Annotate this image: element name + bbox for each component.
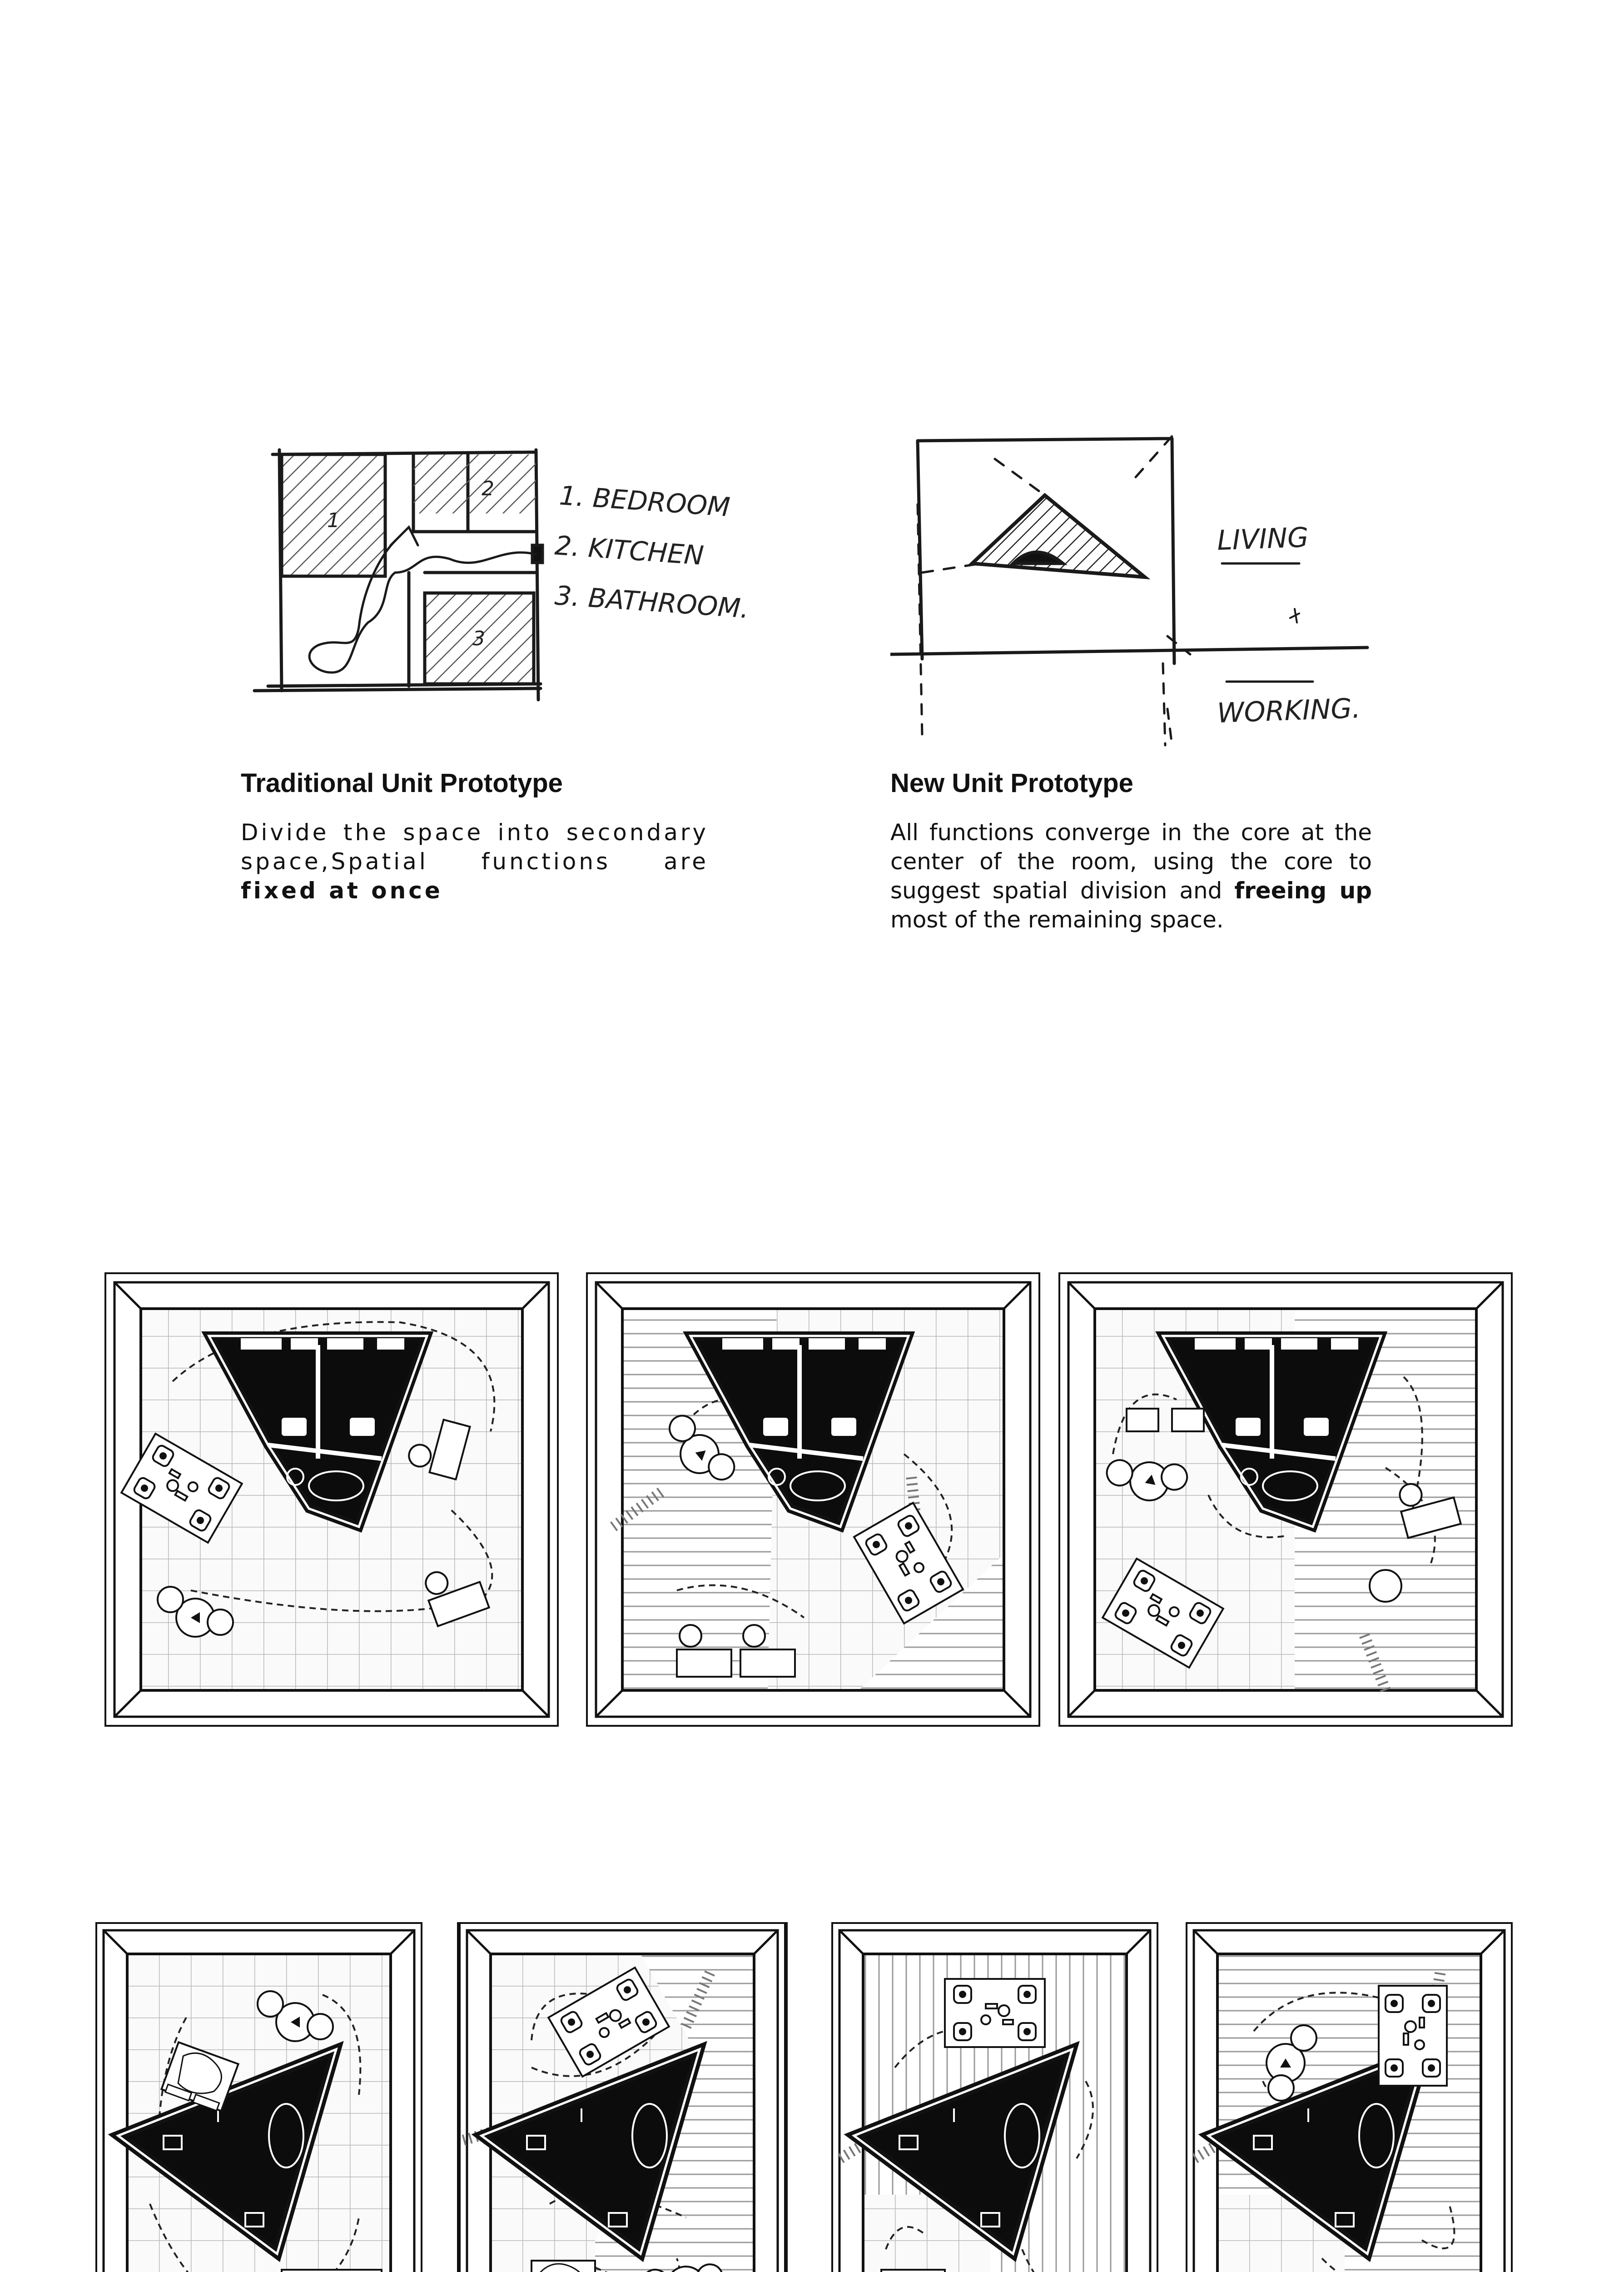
new-unit-sketch: [890, 427, 1390, 754]
traditional-unit-sketch: [245, 436, 754, 718]
tall-plan-3: [831, 1922, 1158, 2272]
tall-plan-2: [454, 1922, 790, 2272]
desc-text: most of the remaining space.: [890, 907, 1224, 933]
square-plan-2: [586, 1272, 1040, 1727]
desc-text: Divide the space into secondary space,Spatial functions are: [241, 819, 709, 875]
new-unit-title: New Unit Prototype: [890, 768, 1133, 798]
sketch-label-working: WORKING.: [1217, 693, 1361, 729]
square-plan-1: [104, 1272, 559, 1727]
room-number: 1: [327, 509, 340, 532]
sketch-label-bedroom: 1. BEDROOM: [558, 480, 731, 523]
square-plan-3: [1058, 1272, 1513, 1727]
traditional-unit-description: [241, 818, 709, 905]
desc-bold: fixed at once: [241, 877, 443, 904]
desc-text: All functions converge in the core at the center of the room, using the core to suggest spatial division and: [890, 819, 1372, 904]
new-unit-description: [890, 818, 1372, 934]
room-number: 3: [472, 627, 485, 650]
room-number: 2: [482, 477, 494, 500]
traditional-unit-title: Traditional Unit Prototype: [241, 768, 563, 798]
sketch-label-kitchen: 2. KITCHEN: [554, 530, 705, 571]
tall-plan-1: [95, 1922, 422, 2272]
sketch-label-bathroom: 3. BATHROOM.: [554, 580, 750, 624]
desc-bold: freeing up: [1234, 877, 1372, 904]
tall-plan-4: [1186, 1922, 1513, 2272]
sketch-label-living: LIVING: [1217, 522, 1309, 557]
